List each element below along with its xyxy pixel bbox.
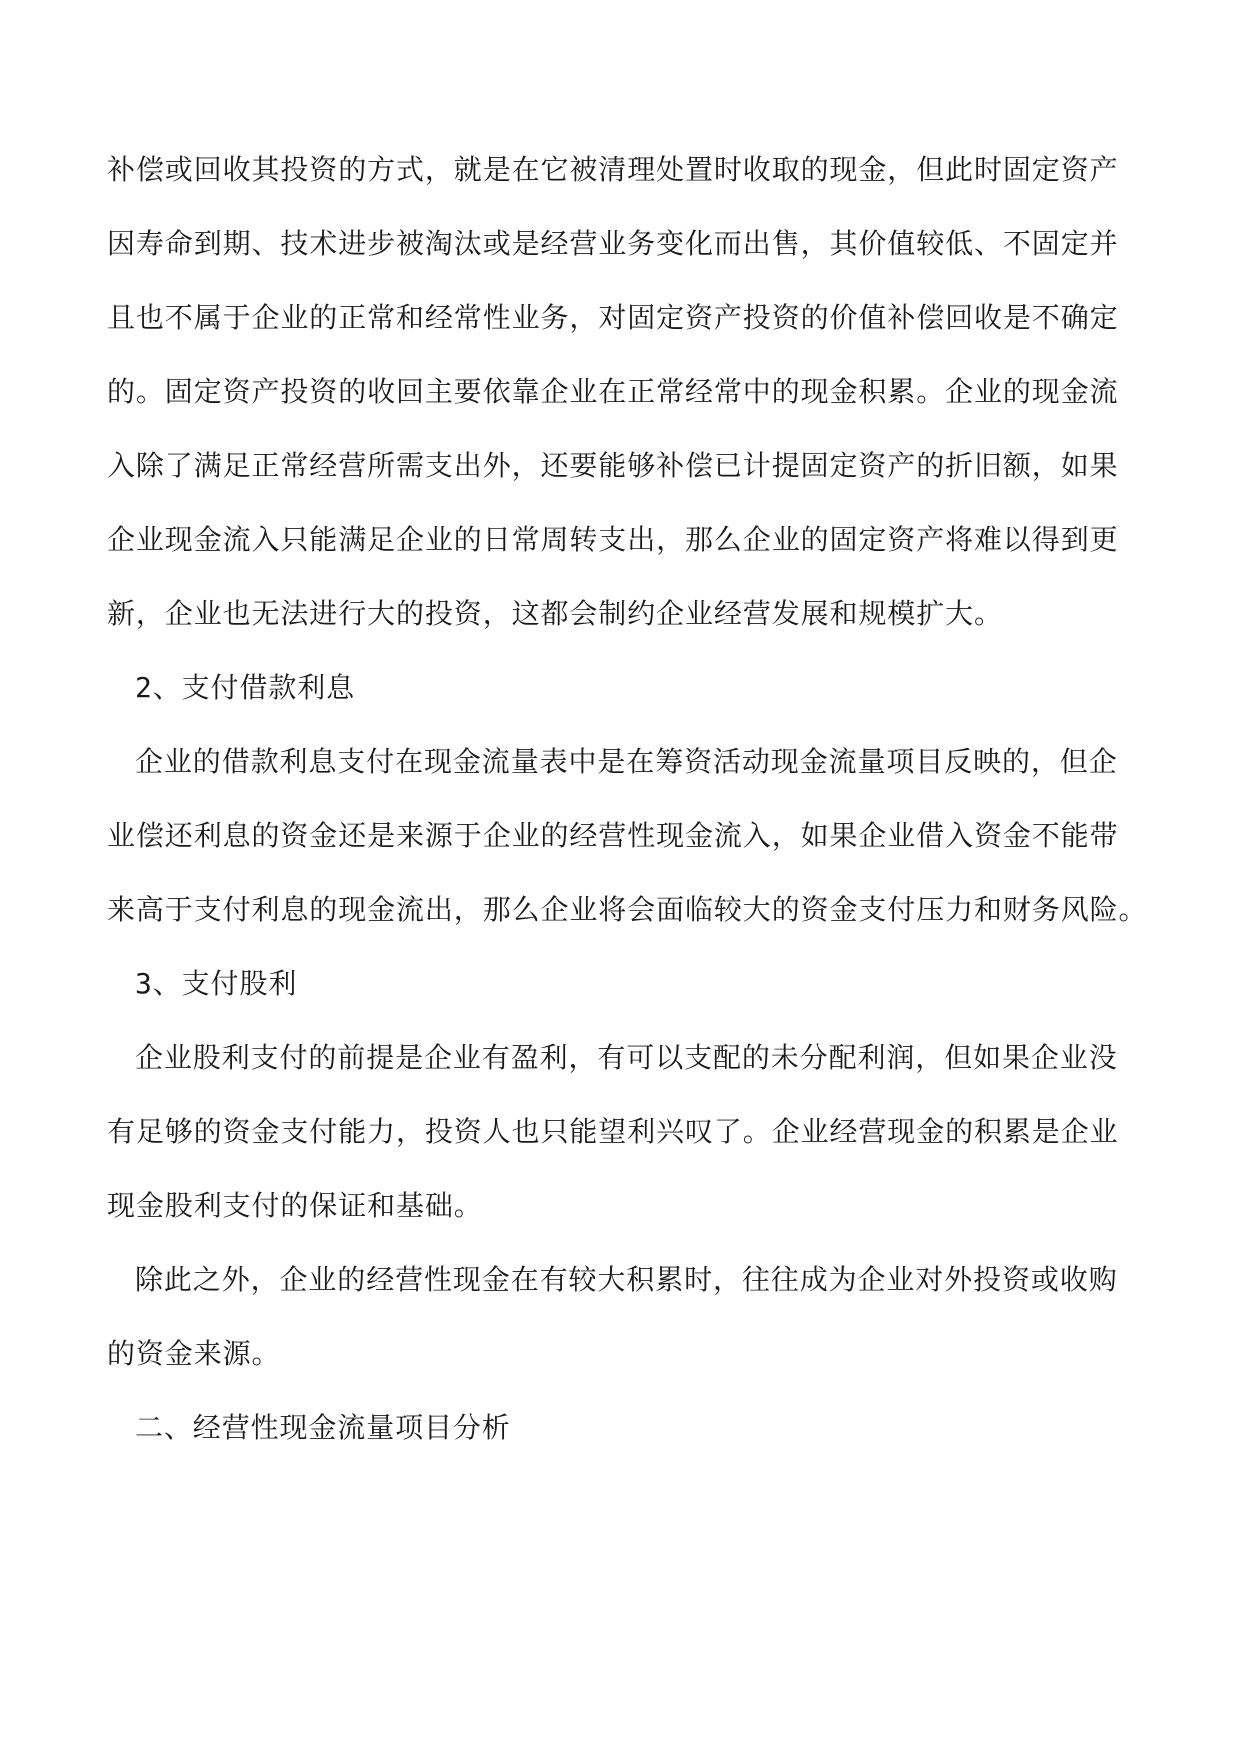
text-line-6: 企业现金流入只能满足企业的日常周转支出，那么企业的固定资产将难以得到更	[107, 523, 1119, 556]
text-line-13: 企业股利支付的前提是企业有盈利，有可以支配的未分配利润，但如果企业没	[135, 1041, 1118, 1074]
text-line-4: 的。固定资产投资的收回主要依靠企业在正常经常中的现金积累。企业的现金流	[107, 375, 1119, 408]
text-line-15: 现金股利支付的保证和基础。	[107, 1189, 483, 1222]
text-line-3: 且也不属于企业的正常和经常性业务，对固定资产投资的价值补偿回收是不确定	[107, 301, 1119, 334]
text-line-14: 有足够的资金支付能力，投资人也只能望利兴叹了。企业经营现金的积累是企业	[107, 1115, 1119, 1148]
text-line-2: 因寿命到期、技术进步被淘汰或是经营业务变化而出售，其价值较低、不固定并	[107, 227, 1119, 260]
section-heading-2: 2、支付借款利息	[135, 671, 356, 704]
text-line-10: 业偿还利息的资金还是来源于企业的经营性现金流入，如果企业借入资金不能带	[107, 819, 1119, 852]
text-line-11: 来高于支付利息的现金流出，那么企业将会面临较大的资金支付压力和财务风险。	[107, 893, 1148, 926]
text-line-7: 新，企业也无法进行大的投资，这都会制约企业经营发展和规模扩大。	[107, 597, 1003, 630]
section-heading-two: 二、经营性现金流量项目分析	[135, 1411, 511, 1444]
text-line-9: 企业的借款利息支付在现金流量表中是在筹资活动现金流量项目反映的，但企	[135, 745, 1118, 778]
text-line-1: 补偿或回收其投资的方式，就是在它被清理处置时收取的现金，但此时固定资产	[107, 153, 1119, 186]
text-line-17: 的资金来源。	[107, 1337, 281, 1370]
text-line-16: 除此之外，企业的经营性现金在有较大积累时，往往成为企业对外投资或收购	[135, 1263, 1118, 1296]
text-line-5: 入除了满足正常经营所需支出外，还要能够补偿已计提固定资产的折旧额，如果	[107, 449, 1119, 482]
section-heading-3: 3、支付股利	[135, 967, 298, 1000]
